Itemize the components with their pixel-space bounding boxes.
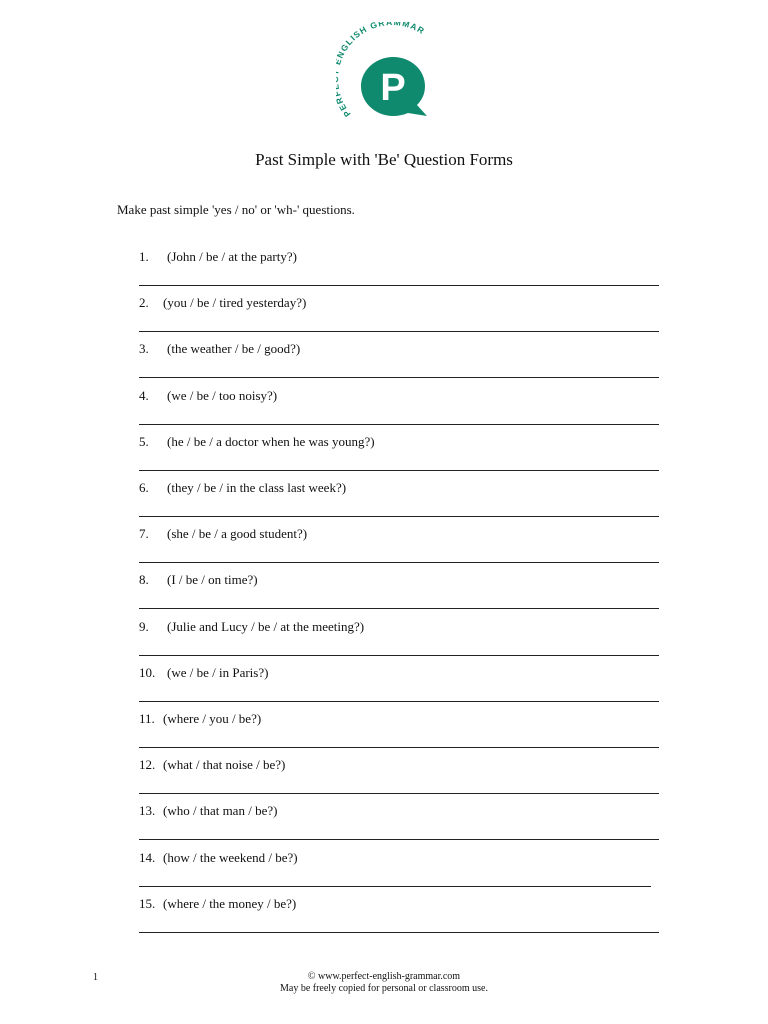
question-number: 15. <box>139 895 156 911</box>
question-prompt: (we / be / in Paris?) <box>167 664 269 680</box>
question-prompt: (how / the weekend / be?) <box>163 849 298 865</box>
question-number: 2. <box>139 295 149 311</box>
question-number: 14. <box>139 849 156 865</box>
question-prompt: (John / be / at the party?) <box>167 249 297 264</box>
question-item <box>139 526 659 572</box>
question-item <box>139 341 659 387</box>
answer-line[interactable] <box>139 331 659 332</box>
answer-line[interactable] <box>139 655 659 656</box>
question-item <box>139 711 659 757</box>
question-item <box>139 619 659 665</box>
question-item <box>139 896 659 942</box>
question-number: 10. <box>139 664 156 680</box>
question-prompt: (where / you / be?) <box>163 711 262 726</box>
question-number: 3. <box>139 341 149 357</box>
logo-letter: P <box>380 67 406 109</box>
answer-line[interactable] <box>139 516 659 517</box>
page-title: Past Simple with 'Be' Question Forms <box>255 150 513 169</box>
logo <box>336 22 446 126</box>
answer-line[interactable] <box>139 470 659 471</box>
question-prompt: (they / be / in the class last week?) <box>167 480 347 495</box>
question-number: 12. <box>139 757 156 773</box>
speech-bubble-icon <box>336 22 446 126</box>
answer-line[interactable] <box>139 793 659 794</box>
answer-line[interactable] <box>139 839 659 840</box>
page-number: 1 <box>93 972 98 983</box>
answer-line[interactable] <box>139 285 659 286</box>
question-number: 7. <box>139 526 149 542</box>
question-prompt: (he / be / a doctor when he was young?) <box>167 433 375 449</box>
question-item <box>139 665 659 711</box>
question-item <box>139 850 659 896</box>
answer-line[interactable] <box>139 608 659 609</box>
instructions: Make past simple 'yes / no' or 'wh-' questions. <box>117 202 355 217</box>
answer-line[interactable] <box>139 886 651 887</box>
question-item <box>139 757 659 803</box>
answer-line[interactable] <box>139 747 659 748</box>
question-number: 6. <box>139 480 149 495</box>
question-prompt: (where / the money / be?) <box>163 895 297 911</box>
question-prompt: (you / be / tired yesterday?) <box>163 295 307 311</box>
copyright-notice: © www.perfect-english-grammar.com <box>307 971 461 982</box>
question-prompt: (we / be / too noisy?) <box>167 387 278 403</box>
question-number: 5. <box>139 433 149 449</box>
question-item <box>139 434 659 480</box>
question-item <box>139 803 659 849</box>
logo-arc-text: PE GLISH GRAMMAR <box>336 22 427 119</box>
question-item <box>139 249 659 295</box>
question-item <box>139 480 659 526</box>
question-number: 9. <box>139 618 149 634</box>
answer-line[interactable] <box>139 562 659 563</box>
answer-line[interactable] <box>139 424 659 425</box>
question-item <box>139 295 659 341</box>
answer-line[interactable] <box>139 932 659 933</box>
question-number: 8. <box>139 572 149 588</box>
question-number: 11. <box>139 711 155 726</box>
question-number: 1. <box>139 249 149 264</box>
answer-line[interactable] <box>139 377 659 378</box>
question-item <box>139 388 659 434</box>
question-prompt: (she / be / a good student?) <box>167 526 308 542</box>
footer <box>0 971 768 995</box>
answer-line[interactable] <box>139 701 659 702</box>
question-number: 4. <box>139 387 149 403</box>
question-item <box>139 572 659 618</box>
question-prompt: (what / that noise / be?) <box>163 757 286 773</box>
question-prompt: (I / be / on time?) <box>167 572 258 588</box>
license-notice: May be freely copied for personal or classroom use. <box>280 983 488 994</box>
question-prompt: (Julie and Lucy / be / at the meeting?) <box>167 618 365 634</box>
question-number: 13. <box>139 803 156 819</box>
question-prompt: (the weather / be / good?) <box>167 341 301 357</box>
question-prompt: (who / that man / be?) <box>163 803 278 819</box>
